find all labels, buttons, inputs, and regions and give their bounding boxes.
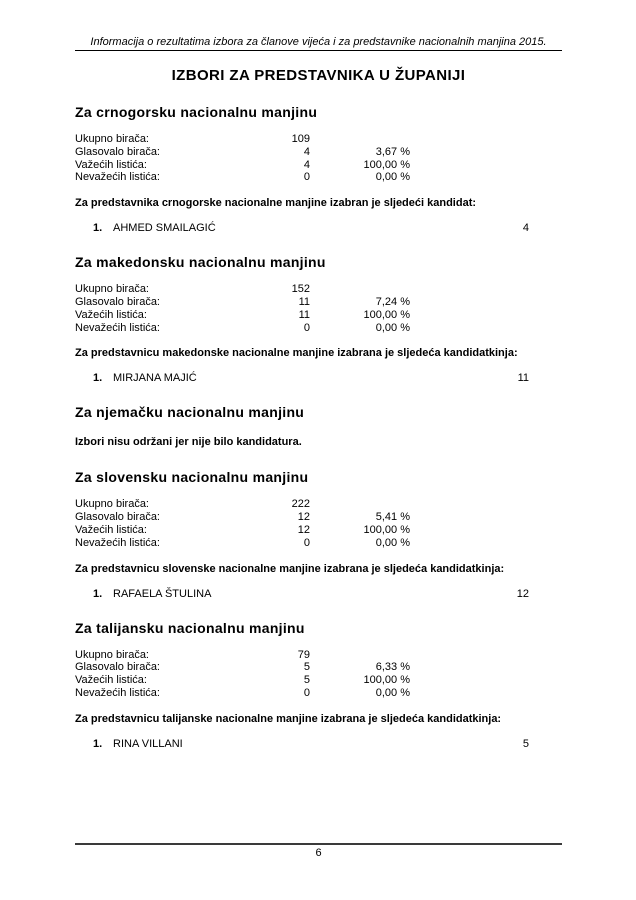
stats-percentage — [310, 649, 410, 662]
running-header: Informacija o rezultatima izbora za članove vijeća i za predstavnike nacionalnih manjina 2015. — [75, 0, 562, 51]
stats-percentage: 3,67 % — [375, 145, 410, 158]
stats-percentage: 100,00 % — [363, 523, 410, 536]
result-statement: Za predstavnicu slovenske nacionalne manjine izabrana je sljedeća kandidatkinja: — [75, 562, 505, 575]
candidate-name: MIRJANA MAJIĆ — [113, 372, 197, 385]
stats-row — [75, 171, 562, 184]
candidate-row — [75, 738, 562, 750]
section-heading: Za njemačku nacionalnu manjinu — [75, 404, 305, 421]
stats-percentage — [310, 498, 410, 511]
stats-row — [75, 687, 562, 700]
stats-row — [75, 674, 562, 687]
no-election-note: Izbori nisu održani jer nije bilo kandidatura. — [75, 436, 302, 449]
stats-row — [75, 649, 562, 662]
stats-row — [75, 661, 562, 674]
stats-value: 222 — [291, 498, 310, 511]
stats-label: Važećih listića: — [75, 523, 147, 536]
candidate-row — [75, 588, 562, 600]
stats-label: Ukupno birača: — [75, 133, 149, 145]
candidate-votes: 11 — [517, 372, 529, 385]
stats-value: 0 — [303, 686, 310, 699]
candidate-row — [75, 372, 562, 384]
result-statement: Za predstavnicu talijanske nacionalne manjine izabrana je sljedeća kandidatkinja: — [75, 712, 502, 725]
stats-row — [75, 537, 562, 550]
page-number: 6 — [315, 847, 322, 859]
minority-section — [75, 469, 562, 599]
candidate-votes: 12 — [516, 587, 529, 600]
stats-label: Nevažećih listića: — [75, 686, 160, 699]
stats-label: Ukupno birača: — [75, 498, 149, 511]
stats-value: 12 — [297, 523, 310, 536]
stats-label: Glasovalo birača: — [75, 511, 160, 524]
stats-percentage: 0,00 % — [375, 536, 410, 549]
stats-row — [75, 146, 562, 159]
stats-label: Glasovalo birača: — [75, 145, 160, 158]
stats-row — [75, 322, 562, 335]
stats-row — [75, 133, 562, 146]
candidate-name: RAFAELA ŠTULINA — [113, 587, 212, 600]
stats-value: 0 — [303, 171, 310, 184]
stats-value: 152 — [291, 283, 310, 296]
stats-label: Važećih listića: — [75, 674, 147, 687]
stats-table — [75, 498, 562, 549]
section-heading: Za talijansku nacionalnu manjinu — [75, 619, 305, 636]
page-title: IZBORI ZA PREDSTAVNIKA U ŽUPANIJI — [171, 67, 466, 84]
stats-label: Ukupno birača: — [75, 648, 149, 661]
stats-percentage — [310, 283, 410, 296]
stats-row — [75, 511, 562, 524]
stats-row — [75, 524, 562, 537]
stats-value: 12 — [297, 511, 310, 524]
stats-table — [75, 133, 562, 184]
stats-label: Glasovalo birača: — [75, 295, 160, 308]
minority-section — [75, 620, 562, 750]
stats-label: Nevažećih listića: — [75, 171, 160, 184]
stats-row — [75, 498, 562, 511]
page-content — [75, 0, 562, 750]
stats-percentage: 0,00 % — [375, 686, 410, 699]
stats-value: 5 — [303, 674, 310, 687]
stats-label: Nevažećih listića: — [75, 536, 160, 549]
stats-percentage: 0,00 % — [375, 321, 410, 334]
stats-percentage: 100,00 % — [363, 158, 410, 171]
stats-percentage: 6,33 % — [375, 661, 410, 674]
sections-container — [75, 104, 562, 750]
stats-label: Ukupno birača: — [75, 283, 149, 296]
stats-value: 109 — [291, 133, 310, 145]
stats-value: 0 — [303, 536, 310, 549]
candidate-number: 1. — [93, 587, 103, 600]
stats-percentage — [310, 133, 410, 146]
candidate-votes: 4 — [522, 222, 529, 235]
stats-label: Važećih listića: — [75, 308, 147, 321]
candidate-votes: 5 — [522, 737, 529, 750]
stats-row — [75, 309, 562, 322]
stats-label: Nevažećih listića: — [75, 321, 160, 334]
result-statement: Za predstavnika crnogorske nacionalne manjine izabran je sljedeći kandidat: — [75, 197, 477, 210]
candidate-row — [75, 222, 562, 234]
stats-value: 5 — [303, 661, 310, 674]
stats-table — [75, 649, 562, 700]
minority-section — [75, 104, 562, 234]
stats-value: 11 — [298, 308, 310, 321]
stats-row — [75, 283, 562, 296]
section-heading: Za slovensku nacionalnu manjinu — [75, 469, 309, 486]
stats-table — [75, 283, 562, 334]
candidate-number: 1. — [93, 737, 103, 750]
stats-row — [75, 159, 562, 172]
candidate-name: RINA VILLANI — [113, 737, 183, 750]
result-statement: Za predstavnicu makedonske nacionalne manjine izabrana je sljedeća kandidatkinja: — [75, 347, 518, 360]
stats-value: 4 — [303, 158, 310, 171]
stats-label: Glasovalo birača: — [75, 661, 160, 674]
stats-percentage: 0,00 % — [375, 171, 410, 184]
stats-value: 79 — [297, 648, 310, 661]
stats-label: Važećih listića: — [75, 158, 147, 171]
section-heading: Za crnogorsku nacionalnu manjinu — [75, 104, 318, 120]
stats-row — [75, 296, 562, 309]
candidate-number: 1. — [93, 222, 103, 235]
stats-value: 11 — [298, 295, 310, 308]
section-heading: Za makedonsku nacionalnu manjinu — [75, 254, 326, 271]
candidate-name: AHMED SMAILAGIĆ — [113, 222, 216, 235]
page-footer — [75, 843, 562, 859]
stats-value: 0 — [303, 321, 310, 334]
stats-percentage: 7,24 % — [375, 295, 410, 308]
stats-percentage: 5,41 % — [375, 511, 410, 524]
minority-section — [75, 404, 562, 449]
stats-value: 4 — [303, 145, 310, 158]
stats-percentage: 100,00 % — [363, 674, 410, 687]
stats-percentage: 100,00 % — [363, 308, 410, 321]
candidate-number: 1. — [93, 372, 103, 385]
minority-section — [75, 254, 562, 384]
